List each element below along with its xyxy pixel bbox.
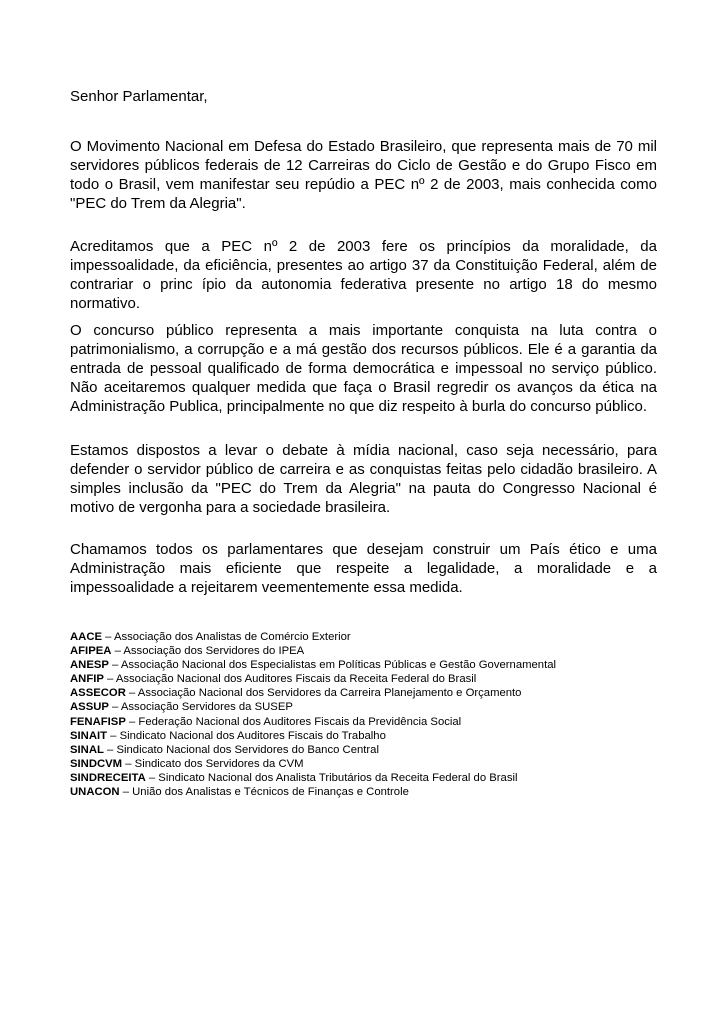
list-item [70,658,670,672]
org-abbreviation: ASSECOR [70,687,126,700]
list-item [70,743,670,757]
org-abbreviation: AFIPEA [70,645,112,658]
letter-paragraph-intro: O Movimento Nacional em Defesa do Estado Brasileiro, que representa mais de 70 mil servidores públicos federais de 12 Carreiras do Ciclo de Gestão e do Grupo Fisco em todo o Brasil, vem manifestar seu repúdio a PEC nº 2 de 2003, mais conhecida como "PEC do Trem da Alegria". [70,138,657,212]
list-item [70,644,670,658]
org-abbreviation: UNACON [70,786,120,799]
org-abbreviation: SINAIT [70,729,108,742]
org-abbreviation: ANFIP [70,673,104,686]
signatory-organizations-list [70,630,670,799]
org-full-name: – Sindicato dos Servidores da CVM [122,757,304,770]
org-abbreviation: FENAFISP [70,715,126,728]
list-item [70,771,670,785]
org-full-name: – Federação Nacional dos Auditores Fiscais da Previdência Social [125,715,462,728]
org-full-name: – Associação Nacional dos Especialistas em Políticas Públicas e Gestão Governamental [108,659,557,672]
org-abbreviation: AACE [70,631,103,643]
list-item [70,785,670,799]
list-item [70,757,670,771]
list-item [70,715,670,729]
letter-paragraph-media-debate: Estamos dispostos a levar o debate à mídia nacional, caso seja necessário, para defender o servidor público de carreira e as conquistas feitas pelo cidadão brasileiro. A simples inclusão da "PEC do Trem da Alegria" na pauta do Congresso Nacional é motivo de vergonha para a sociedade brasileira. [70,442,657,516]
org-full-name: – Sindicato Nacional dos Analista Tributários da Receita Federal do Brasil [145,771,518,784]
org-full-name: – Sindicato Nacional dos Auditores Fiscais do Trabalho [107,729,386,742]
org-full-name: – União dos Analistas e Técnicos de Finanças e Controle [119,786,409,799]
letter-paragraph-principles: Acreditamos que a PEC nº 2 de 2003 fere os princípios da moralidade, da impessoalidade, da eficiência, presentes ao artigo 37 da Constituição Federal, além de contrariar o princ ípio da autonomia federativa presente no artigo 18 do mesmo normativo. [70,238,657,312]
org-abbreviation: SINDCVM [70,757,123,770]
list-item [70,700,670,714]
org-full-name: – Sindicato Nacional dos Servidores do Banco Central [103,743,379,756]
org-abbreviation: ANESP [70,659,109,672]
letter-greeting: Senhor Parlamentar, [70,88,208,105]
org-full-name: – Associação Servidores da SUSEP [108,701,293,714]
org-abbreviation: SINAL [70,743,104,756]
list-item [70,630,670,644]
org-full-name: – Associação Nacional dos Servidores da Carreira Planejamento e Orçamento [125,687,522,700]
letter-paragraph-call-to-action: Chamamos todos os parlamentares que desejam construir um País ético e uma Administração mais eficiente que respeite a legalidade, a moralidade e a impessoalidade a rejeitarem veementemente essa medida. [70,541,657,596]
letter-paragraph-public-exam: O concurso público representa a mais importante conquista na luta contra o patrimonialismo, a corrupção e a má gestão dos recursos públicos. Ele é a garantia da entrada de pessoal qualificado de forma democrática e impessoal no serviço público. Não aceitaremos qualquer medida que faça o Brasil regredir os avanços da ética na Administração Publica, principalmente no que diz respeito à burla do concurso público. [70,322,657,415]
list-item [70,672,670,686]
org-abbreviation: ASSUP [70,701,109,714]
list-item [70,686,670,700]
list-item [70,729,670,743]
org-full-name: – Associação dos Servidores do IPEA [111,645,305,658]
org-full-name: – Associação Nacional dos Auditores Fiscais da Receita Federal do Brasil [103,673,477,686]
org-full-name: – Associação dos Analistas de Comércio Exterior [102,631,351,643]
org-abbreviation: SINDRECEITA [70,771,146,784]
